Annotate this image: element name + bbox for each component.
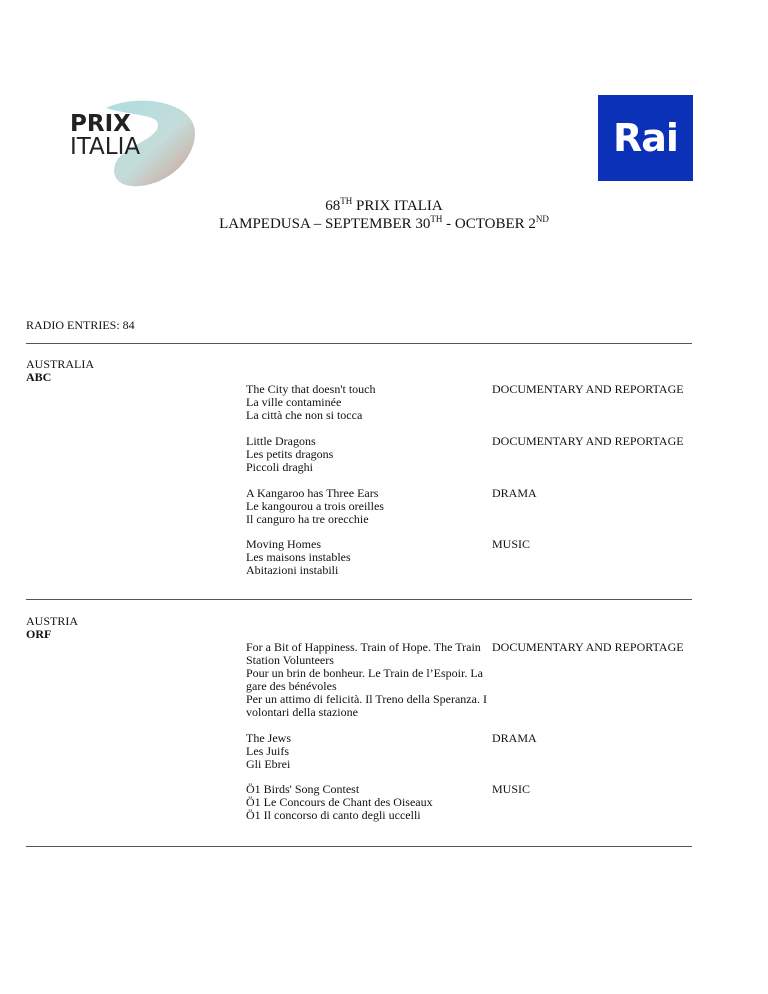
entry-title-en: Moving Homes <box>246 537 321 551</box>
divider <box>26 343 692 344</box>
prix-italia-logo-graphic <box>66 96 200 188</box>
broadcaster-name: ABC <box>26 370 52 384</box>
entry-title-en: A Kangaroo has Three Ears <box>246 486 379 500</box>
start-date-suffix: TH <box>430 214 443 224</box>
entry-title-it: Piccoli draghi <box>246 460 313 474</box>
prix-italia-logo <box>66 96 200 188</box>
entry-titles <box>246 435 492 474</box>
entry-title-fr: Ö1 Le Concours de Chant des Oiseaux <box>246 795 433 809</box>
entry-category: DOCUMENTARY AND REPORTAGE <box>492 434 684 448</box>
broadcaster-name: ORF <box>26 627 52 641</box>
entry-category: MUSIC <box>492 537 531 551</box>
entry-titles <box>246 732 492 771</box>
entry-title-it: Gli Ebrei <box>246 757 291 771</box>
country-name: AUSTRALIA <box>26 357 94 371</box>
logo-prix-text: PRIX <box>70 111 131 137</box>
entry-title-en: For a Bit of Happiness. Train of Hope. The Train Station Volunteers <box>246 640 481 667</box>
country-name: AUSTRIA <box>26 614 79 628</box>
entry-titles <box>246 538 492 577</box>
page-title-line1 <box>0 197 768 215</box>
rai-logo-text: Rai <box>613 116 678 160</box>
entry-title-fr: Les Juifs <box>246 744 289 758</box>
entry-title-en: Little Dragons <box>246 434 316 448</box>
edition-number: 68 <box>325 198 341 214</box>
rai-logo <box>598 95 693 181</box>
divider <box>26 846 692 847</box>
entry-titles <box>246 641 492 719</box>
radio-entries-count: RADIO ENTRIES: 84 <box>26 318 135 332</box>
entry-title-fr: Les petits dragons <box>246 447 334 461</box>
divider <box>26 599 692 600</box>
entry-title-it: La città che non si tocca <box>246 408 363 422</box>
edition-suffix: TH <box>340 196 353 206</box>
entry-title-it: Ö1 Il concorso di canto degli uccelli <box>246 808 421 822</box>
entry-category: DOCUMENTARY AND REPORTAGE <box>492 382 684 396</box>
entry-title-fr: La ville contaminée <box>246 395 342 409</box>
location-start-date: LAMPEDUSA – SEPTEMBER 30 <box>219 216 431 232</box>
event-name: PRIX ITALIA <box>356 198 443 214</box>
end-date-suffix: ND <box>535 214 549 224</box>
entry-title-fr: Les maisons instables <box>246 550 351 564</box>
entry-title-it: Il canguro ha tre orecchie <box>246 512 369 526</box>
entry-title-it: Abitazioni instabili <box>246 563 339 577</box>
entry-titles <box>246 783 492 822</box>
entry-category: MUSIC <box>492 782 531 796</box>
entry-title-fr: Pour un brin de bonheur. Le Train de l’Espoir. La gare des bénévoles <box>246 666 483 693</box>
entry-category: DOCUMENTARY AND REPORTAGE <box>492 640 684 654</box>
entry-title-en: The City that doesn't touch <box>246 382 376 396</box>
entry-title-fr: Le kangourou a trois oreilles <box>246 499 384 513</box>
entry-title-en: Ö1 Birds' Song Contest <box>246 782 360 796</box>
entry-titles <box>246 487 492 526</box>
entry-title-en: The Jews <box>246 731 291 745</box>
entry-category: DRAMA <box>492 731 537 745</box>
page-title-line2 <box>0 215 768 233</box>
logo-italia-text: ITALIA <box>70 134 141 160</box>
end-date: - OCTOBER 2 <box>446 216 536 232</box>
entry-title-it: Per un attimo di felicità. Il Treno della Speranza. I volontari della stazione <box>246 692 487 719</box>
entry-titles <box>246 383 492 422</box>
entry-category: DRAMA <box>492 486 537 500</box>
